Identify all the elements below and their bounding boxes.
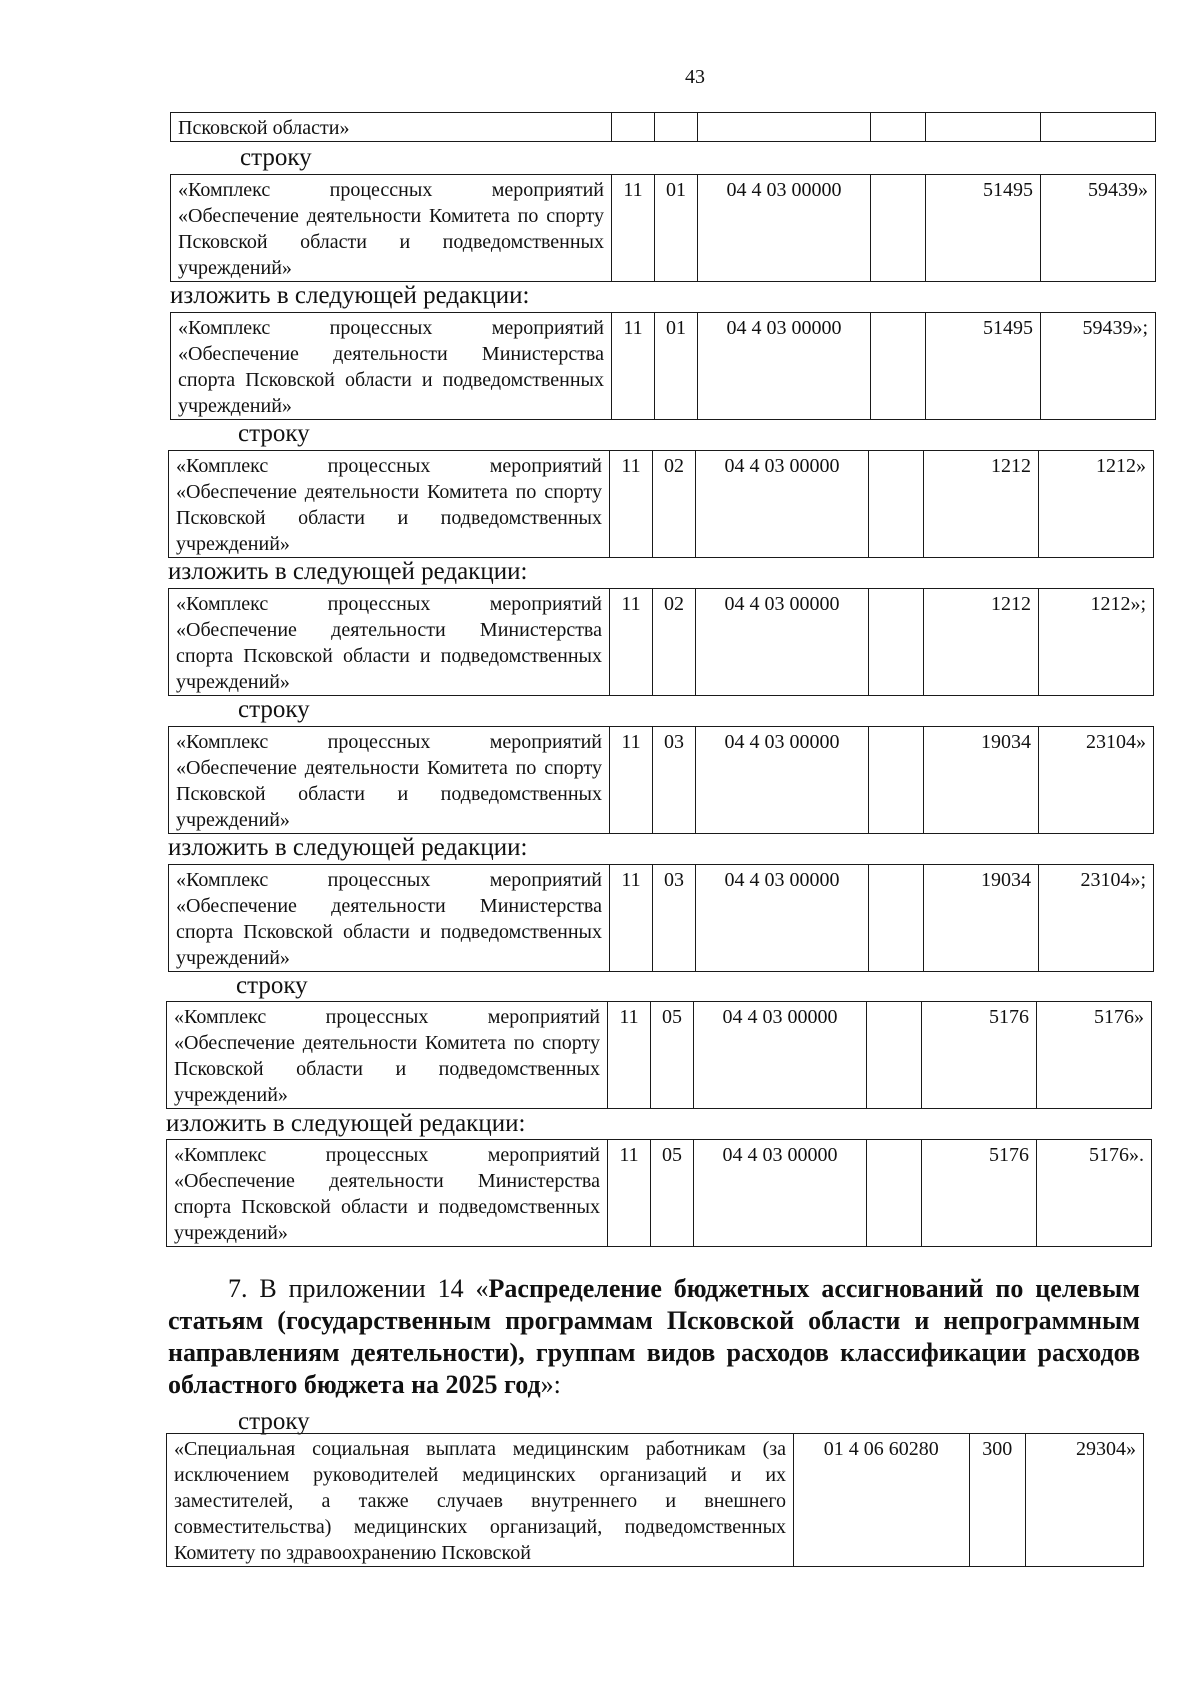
row-csr: 04 4 03 00000 — [694, 1140, 867, 1247]
table-row — [170, 174, 1156, 282]
row-name: «Комплекс процессных мероприятий «Обеспечение деятельности Комитета по спорту Псковской области и подведомственных учреждений» — [169, 451, 610, 558]
old-row-label: строку — [240, 144, 312, 171]
table-row — [166, 1139, 1152, 1247]
row-csr: 04 4 03 00000 — [694, 1002, 867, 1109]
row-rz: 11 — [608, 1140, 651, 1247]
row-name: «Комплекс процессных мероприятий «Обеспечение деятельности Комитета по спорту Псковской области и подведомственных учреждений» — [167, 1002, 608, 1109]
table-row-bottom — [166, 1433, 1144, 1567]
old-row-label: строку — [236, 972, 308, 999]
row-rz: 11 — [608, 1002, 651, 1109]
row-pr — [655, 113, 698, 142]
row-sum2: 23104» — [1039, 727, 1154, 834]
row-csr: 04 4 03 00000 — [698, 313, 871, 420]
new-row-label: изложить в следующей редакции: — [166, 1110, 526, 1137]
row-sum1: 19034 — [924, 865, 1039, 972]
paragraph-suffix: »: — [540, 1370, 561, 1399]
row-csr: 04 4 03 00000 — [698, 175, 871, 282]
old-row-label: строку — [238, 696, 310, 723]
row-sum1: 1212 — [924, 589, 1039, 696]
row-vr — [871, 175, 926, 282]
row-pr: 05 — [651, 1002, 694, 1109]
table-row — [168, 450, 1154, 558]
row-sum1: 19034 — [924, 727, 1039, 834]
row-sum1: 51495 — [926, 313, 1041, 420]
row-vr — [871, 113, 926, 142]
paragraph-prefix: 7. В приложении 14 « — [228, 1274, 489, 1303]
row-csr: 04 4 03 00000 — [696, 589, 869, 696]
table-row — [168, 726, 1154, 834]
row-rz: 11 — [610, 589, 653, 696]
new-row-label: изложить в следующей редакции: — [168, 558, 528, 585]
table-row-continuation — [170, 112, 1156, 142]
row-name: Псковской области» — [171, 113, 612, 142]
row-vr — [867, 1140, 922, 1247]
row-sum2: 23104»; — [1039, 865, 1154, 972]
row-pr: 03 — [653, 727, 696, 834]
row-sum1: 51495 — [926, 175, 1041, 282]
row-name: «Комплекс процессных мероприятий «Обеспечение деятельности Министерства спорта Псковской области и подведомственных учреждений» — [167, 1140, 608, 1247]
row-sum2: 1212» — [1039, 451, 1154, 558]
row-name: «Специальная социальная выплата медицинским работникам (за исключением руководителей медицинских организаций и их заместителей, а также случаев внутреннего и внешнего совместительства) медицинских организаций, подведомственных Комитету по здравоохранению Псковской — [167, 1434, 794, 1567]
row-sum1: 5176 — [922, 1002, 1037, 1109]
row-name: «Комплекс процессных мероприятий «Обеспечение деятельности Министерства спорта Псковской области и подведомственных учреждений» — [171, 313, 612, 420]
new-row-label: изложить в следующей редакции: — [170, 282, 530, 309]
row-vr: 300 — [969, 1434, 1025, 1567]
row-csr: 01 4 06 60280 — [794, 1434, 969, 1567]
row-sum2: 5176» — [1037, 1002, 1152, 1109]
page-number: 43 — [685, 66, 705, 88]
row-pr: 02 — [653, 451, 696, 558]
row-vr — [867, 1002, 922, 1109]
row-vr — [869, 727, 924, 834]
row-csr: 04 4 03 00000 — [696, 451, 869, 558]
row-pr: 02 — [653, 589, 696, 696]
paragraph-title: Распределение бюджетных ассигнований по целевым статьям (государственным программам Псковской области и непрограммным направлениям деятельности), группам видов расходов классификации расходов областного бюджета на 2025 год — [168, 1274, 1140, 1399]
row-sum2: 5176». — [1037, 1140, 1152, 1247]
row-csr: 04 4 03 00000 — [696, 727, 869, 834]
old-row-label: строку — [238, 420, 310, 447]
row-rz: 11 — [610, 451, 653, 558]
row-sum1: 1212 — [924, 451, 1039, 558]
row-pr: 01 — [655, 313, 698, 420]
table-row — [170, 312, 1156, 420]
row-rz: 11 — [610, 727, 653, 834]
row-sum2: 59439»; — [1041, 313, 1156, 420]
row-sum2 — [1041, 113, 1156, 142]
new-row-label: изложить в следующей редакции: — [168, 834, 528, 861]
row-sum2: 59439» — [1041, 175, 1156, 282]
row-name: «Комплекс процессных мероприятий «Обеспечение деятельности Министерства спорта Псковской области и подведомственных учреждений» — [169, 589, 610, 696]
table-row — [166, 1001, 1152, 1109]
bottom-label: строку — [238, 1408, 310, 1435]
row-sum: 29304» — [1025, 1434, 1143, 1567]
row-name: «Комплекс процессных мероприятий «Обеспечение деятельности Комитета по спорту Псковской области и подведомственных учреждений» — [171, 175, 612, 282]
row-rz: 11 — [612, 313, 655, 420]
row-vr — [871, 313, 926, 420]
row-sum1 — [926, 113, 1041, 142]
section-7-paragraph — [168, 1273, 1140, 1401]
table-row — [168, 864, 1154, 972]
row-rz — [612, 113, 655, 142]
row-pr: 01 — [655, 175, 698, 282]
row-vr — [869, 865, 924, 972]
row-pr: 03 — [653, 865, 696, 972]
row-name: «Комплекс процессных мероприятий «Обеспечение деятельности Министерства спорта Псковской области и подведомственных учреждений» — [169, 865, 610, 972]
row-vr — [869, 451, 924, 558]
table-row — [168, 588, 1154, 696]
row-csr: 04 4 03 00000 — [696, 865, 869, 972]
row-sum1: 5176 — [922, 1140, 1037, 1247]
row-sum2: 1212»; — [1039, 589, 1154, 696]
row-csr — [698, 113, 871, 142]
row-vr — [869, 589, 924, 696]
row-name: «Комплекс процессных мероприятий «Обеспечение деятельности Комитета по спорту Псковской области и подведомственных учреждений» — [169, 727, 610, 834]
row-rz: 11 — [610, 865, 653, 972]
row-pr: 05 — [651, 1140, 694, 1247]
row-rz: 11 — [612, 175, 655, 282]
